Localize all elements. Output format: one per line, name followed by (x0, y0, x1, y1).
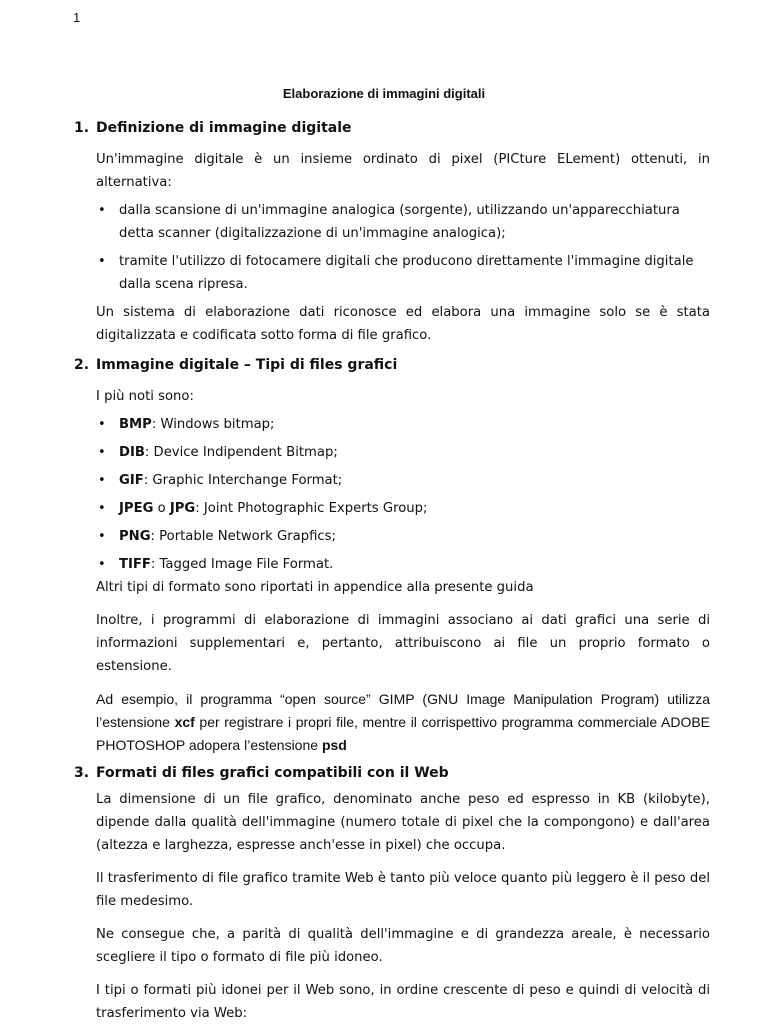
bullet-icon: • (98, 501, 106, 516)
extension-xcf: xcf (174, 714, 195, 730)
section-3-paragraph: Ne consegue che, a parità di qualità dell'immagine e di grandezza areale, è necessario scegliere il tipo o formato di file più idoneo. (96, 927, 710, 965)
bullet-icon: • (98, 203, 106, 218)
section-1 (74, 118, 710, 347)
section-3 (74, 763, 710, 1025)
section-2-heading (74, 355, 710, 375)
section-3-title: Formati di files grafici compatibili con il Web (96, 765, 449, 781)
section-3-number: 3. (74, 765, 90, 781)
section-2-example (96, 688, 710, 757)
section-2 (74, 355, 710, 757)
format-key: GIF (119, 473, 144, 488)
section-2-number: 2. (74, 357, 90, 373)
format-key: BMP (119, 417, 152, 432)
section-2-intro: I più noti sono: (96, 389, 194, 404)
section-1-number: 1. (74, 120, 90, 136)
format-desc: : Joint Photographic Experts Group; (195, 501, 428, 516)
list-item (96, 525, 710, 548)
section-3-paragraph: Il trasferimento di file grafico tramite Web è tanto più veloce quanto più leggero è il peso del file medesimo. (96, 871, 710, 909)
section-3-heading (74, 763, 710, 783)
list-item (96, 250, 710, 296)
format-desc: : Portable Network Grapfics; (150, 529, 336, 544)
section-1-intro: Un'immagine digitale è un insieme ordinato di pixel (PICture ELement) ottenuti, in alternativa: (96, 152, 710, 190)
format-key-alt: JPG (169, 501, 196, 516)
section-2-title: Immagine digitale – Tipi di files grafici (96, 357, 398, 373)
section-3-paragraph: I tipi o formati più idonei per il Web sono, in ordine crescente di peso e quindi di velocità di trasferimento via Web: (96, 983, 710, 1021)
list-item-text: dalla scansione di un'immagine analogica (sorgente), utilizzando un'apparecchiatura detta scanner (digitalizzazione di un'immagine analogica); (119, 203, 680, 241)
format-key: JPEG (119, 501, 154, 516)
bullet-icon: • (98, 417, 106, 432)
list-item (96, 553, 710, 576)
format-desc: : Graphic Interchange Format; (143, 473, 343, 488)
format-key: DIB (119, 445, 145, 460)
format-key: TIFF (119, 557, 151, 572)
bullet-icon: • (98, 254, 106, 269)
section-1-bullet-list (96, 199, 710, 296)
format-desc: : Device Indipendent Bitmap; (144, 445, 338, 460)
format-desc: : Windows bitmap; (151, 417, 275, 432)
list-item-text: tramite l'utilizzo di fotocamere digitali che producono direttamente l'immagine digitale dalla scena ripresa. (119, 254, 694, 292)
document-title: Elaborazione di immagini digitali (282, 86, 486, 101)
list-item (96, 497, 710, 520)
list-item (96, 199, 710, 245)
section-2-paragraph: Inoltre, i programmi di elaborazione di immagini associano ai dati grafici una serie di informazioni supplementari e, pertanto, attribuiscono ai file un proprio formato o estensione. (96, 613, 710, 674)
appendix-note: Altri tipi di formato sono riportati in appendice alla presente guida (96, 580, 534, 595)
format-conjunction: o (153, 501, 170, 516)
extension-psd: psd (321, 737, 347, 753)
bullet-icon: • (98, 529, 106, 544)
section-1-heading (74, 118, 710, 138)
section-3-paragraph: La dimensione di un file grafico, denominato anche peso ed espresso in KB (kilobyte), dipende dalla qualità dell'immagine (numero totale di pixel che la compongono) e dall'area (altezza e larghezza, espresse anch'esse in pixel) che occupa. (96, 792, 710, 853)
list-item (96, 469, 710, 492)
bullet-icon: • (98, 557, 106, 572)
bullet-icon: • (98, 445, 106, 460)
list-item (96, 413, 710, 436)
format-list (96, 413, 710, 576)
page-number: 1 (73, 10, 81, 25)
section-1-title: Definizione di immagine digitale (96, 120, 352, 136)
document-body (74, 118, 710, 1025)
format-desc: : Tagged Image File Format. (150, 557, 334, 572)
example-text: Ad esempio, il programma “open source” GIMP (GNU Image Manipulation Program) utilizza l’estensione (96, 691, 710, 730)
format-key: PNG (119, 529, 151, 544)
list-item (96, 441, 710, 464)
bullet-icon: • (98, 473, 106, 488)
example-text-2: per registrare i propri file, mentre il corrispettivo programma commerciale ADOBE PHOTOSHOP adopera l’estensione (96, 714, 711, 753)
section-1-closing: Un sistema di elaborazione dati riconosce ed elabora una immagine solo se è stata digitalizzata e codificata sotto forma di file grafico. (96, 305, 710, 343)
